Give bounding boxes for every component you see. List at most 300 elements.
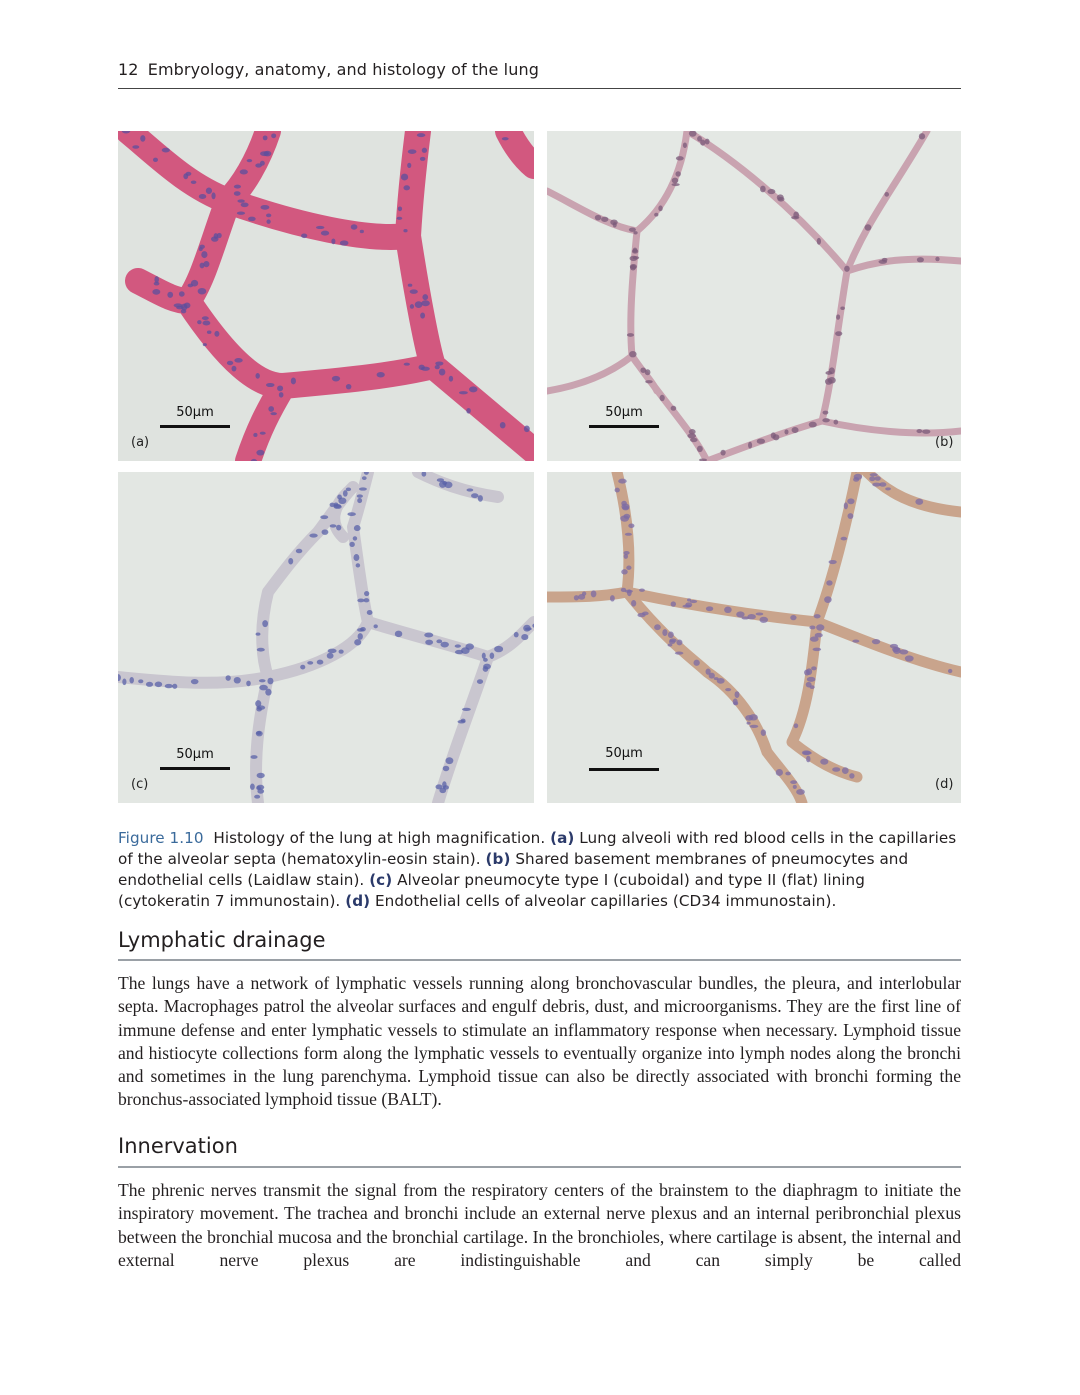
scale-bar-a	[160, 425, 230, 428]
micrograph-panel-d	[547, 472, 961, 803]
panel-letter-c: (c)	[131, 777, 149, 792]
cell-nucleus	[885, 487, 891, 490]
cell-nucleus	[806, 756, 810, 763]
cell-nucleus	[502, 137, 509, 140]
cell-nucleus	[642, 612, 649, 616]
cell-nucleus	[263, 135, 268, 140]
panel-letter-a: (a)	[131, 435, 150, 450]
cell-nucleus	[736, 611, 744, 617]
cell-nucleus	[165, 684, 173, 688]
cell-nucleus	[814, 614, 821, 618]
cell-nucleus	[919, 133, 925, 139]
cell-nucleus	[403, 185, 410, 190]
cell-nucleus	[191, 679, 199, 684]
cell-nucleus	[595, 215, 602, 221]
cell-nucleus	[844, 502, 848, 509]
cell-nucleus	[250, 755, 257, 759]
cell-nucleus	[122, 679, 126, 686]
cell-nucleus	[300, 665, 305, 670]
cell-nucleus	[152, 289, 160, 295]
cell-nucleus	[425, 640, 433, 645]
cell-nucleus	[211, 192, 215, 199]
caption-tag-d: (d)	[345, 892, 371, 910]
cell-nucleus	[662, 629, 667, 636]
cell-nucleus	[257, 705, 266, 710]
cell-nucleus	[615, 488, 620, 493]
cell-nucleus	[234, 185, 241, 189]
cell-nucleus	[672, 178, 679, 184]
cell-nucleus	[436, 639, 442, 643]
cell-nucleus	[398, 206, 402, 211]
cell-nucleus	[334, 503, 338, 507]
cell-nucleus	[748, 442, 752, 449]
cell-nucleus	[203, 343, 207, 346]
cell-nucleus	[671, 601, 676, 606]
cell-nucleus	[756, 612, 764, 615]
cell-nucleus	[834, 420, 839, 425]
caption-intro: Histology of the lung at high magnification.	[213, 829, 546, 847]
cell-nucleus	[523, 625, 531, 632]
cell-nucleus	[455, 644, 461, 647]
cell-nucleus	[234, 677, 241, 684]
cell-nucleus	[760, 186, 766, 193]
cell-nucleus	[191, 280, 198, 287]
caption-text-b: Shared basement membranes of pneumocytes and endothelial cells (Laidlaw stain).	[118, 850, 909, 889]
cell-nucleus	[320, 515, 328, 519]
cell-nucleus	[291, 378, 296, 385]
cell-nucleus	[733, 699, 738, 705]
cell-nucleus	[357, 599, 364, 603]
cell-nucleus	[835, 331, 842, 336]
cell-nucleus	[777, 194, 784, 200]
cell-nucleus	[776, 769, 783, 776]
cell-nucleus	[217, 233, 222, 238]
cell-nucleus	[668, 632, 674, 639]
cell-nucleus	[623, 514, 630, 519]
cell-nucleus	[601, 217, 608, 222]
cell-nucleus	[626, 566, 631, 570]
cell-nucleus	[618, 479, 626, 484]
cell-nucleus	[773, 434, 779, 440]
caption-tag-a: (a)	[550, 829, 575, 847]
cell-nucleus	[140, 135, 145, 142]
cell-nucleus	[591, 590, 597, 597]
cell-nucleus	[610, 595, 615, 601]
cell-nucleus	[700, 139, 705, 145]
cell-nucleus	[354, 639, 361, 645]
cell-nucleus	[266, 383, 275, 387]
scale-label-d: 50µm	[605, 746, 643, 761]
cell-nucleus	[785, 772, 791, 776]
cell-nucleus	[841, 537, 848, 541]
paragraph-innervation: The phrenic nerves transmit the signal from the respiratory centers of the brainstem to the diaphragm to initiate the inspiratory movement. The trachea and bronchi include an external nerve plexus and an internal peribronchial plexus between the bronchial mucosa and the bronchial cartilage. In the bronchioles, where cartilage is absent, the internal and external nerve plexus are indistinguishable and can simply be called	[118, 1180, 961, 1270]
cell-nucleus	[356, 563, 361, 567]
cell-nucleus	[357, 494, 363, 497]
cell-nucleus	[483, 658, 488, 662]
cell-nucleus	[724, 607, 732, 614]
cell-nucleus	[685, 602, 692, 607]
cell-nucleus	[206, 188, 212, 194]
cell-nucleus	[459, 391, 468, 394]
cell-nucleus	[439, 369, 446, 376]
cell-nucleus	[367, 610, 373, 615]
cell-nucleus	[658, 205, 662, 211]
cell-nucleus	[232, 366, 237, 372]
cell-nucleus	[750, 725, 759, 728]
cell-nucleus	[191, 181, 197, 184]
cell-nucleus	[817, 238, 821, 245]
cell-nucleus	[836, 314, 840, 319]
cell-nucleus	[331, 238, 335, 244]
cell-nucleus	[397, 217, 403, 220]
cell-nucleus	[254, 795, 260, 799]
scale-bar-d	[589, 768, 659, 771]
cell-nucleus	[809, 422, 817, 428]
cell-nucleus	[443, 766, 450, 771]
cell-nucleus	[790, 615, 796, 620]
cell-nucleus	[415, 301, 423, 308]
micrograph-panel-b	[547, 131, 961, 461]
cell-nucleus	[155, 681, 162, 687]
cell-nucleus	[825, 371, 832, 375]
micrograph-panel-a	[118, 131, 534, 461]
cell-nucleus	[521, 634, 528, 640]
cell-nucleus	[167, 292, 173, 298]
cell-nucleus	[419, 365, 425, 370]
cell-nucleus	[639, 588, 645, 591]
cell-nucleus	[357, 498, 362, 503]
section-rule-lymphatic	[118, 959, 961, 961]
cell-nucleus	[629, 227, 636, 231]
cell-nucleus	[884, 192, 889, 197]
cell-nucleus	[455, 650, 463, 654]
cell-nucleus	[351, 224, 358, 229]
cell-nucleus	[246, 681, 251, 687]
cell-nucleus	[421, 300, 430, 306]
cell-nucleus	[183, 173, 188, 179]
cell-nucleus	[625, 590, 633, 593]
cell-nucleus	[824, 596, 832, 603]
cell-nucleus	[260, 205, 269, 210]
cell-nucleus	[875, 476, 881, 481]
cell-nucleus	[449, 376, 453, 382]
cell-nucleus	[241, 203, 249, 208]
cell-nucleus	[240, 169, 248, 174]
cell-nucleus	[915, 499, 923, 505]
cell-nucleus	[404, 363, 410, 366]
scale-label-a: 50µm	[176, 405, 214, 420]
cell-nucleus	[810, 636, 819, 641]
cell-nucleus	[676, 156, 684, 160]
cell-nucleus	[840, 307, 845, 310]
cell-nucleus	[234, 358, 242, 363]
cell-nucleus	[424, 632, 433, 637]
cell-nucleus	[422, 294, 428, 300]
cell-nucleus	[417, 133, 425, 137]
cell-nucleus	[198, 288, 207, 295]
cell-nucleus	[176, 306, 184, 310]
cell-nucleus	[806, 682, 812, 688]
cell-nucleus	[197, 320, 201, 324]
cell-nucleus	[256, 786, 261, 790]
chapter-title: Embryology, anatomy, and histology of the lung	[147, 60, 539, 79]
cell-nucleus	[621, 503, 629, 509]
cell-nucleus	[759, 617, 768, 623]
cell-nucleus	[307, 661, 313, 664]
cell-nucleus	[514, 632, 519, 637]
cell-nucleus	[935, 257, 939, 262]
cell-nucleus	[343, 490, 348, 497]
cell-nucleus	[279, 392, 284, 397]
cell-nucleus	[264, 151, 272, 157]
cell-nucleus	[793, 211, 799, 218]
cell-nucleus	[625, 533, 632, 536]
scale-label-c: 50µm	[176, 747, 214, 762]
cell-nucleus	[627, 333, 634, 337]
cell-nucleus	[172, 684, 177, 689]
cell-nucleus	[234, 191, 241, 196]
cell-nucleus	[271, 133, 276, 138]
cell-nucleus	[203, 320, 211, 325]
cell-nucleus	[706, 606, 713, 611]
cell-nucleus	[410, 304, 414, 309]
cell-nucleus	[277, 385, 283, 391]
cell-nucleus	[524, 425, 530, 432]
cell-nucleus	[347, 512, 355, 516]
cell-nucleus	[328, 649, 337, 654]
cell-nucleus	[257, 648, 265, 652]
cell-nucleus	[796, 789, 805, 795]
cell-nucleus	[255, 373, 259, 379]
cell-nucleus	[162, 148, 170, 153]
cell-nucleus	[377, 372, 385, 377]
cell-nucleus	[260, 432, 266, 435]
cell-nucleus	[353, 536, 357, 540]
cell-nucleus	[259, 685, 268, 691]
cell-nucleus	[807, 677, 816, 682]
cell-nucleus	[693, 660, 699, 666]
cell-nucleus	[811, 666, 816, 670]
cell-nucleus	[309, 534, 317, 538]
figure-label: Figure 1.10	[118, 829, 204, 847]
cell-nucleus	[832, 767, 840, 771]
cell-nucleus	[582, 591, 586, 595]
cell-nucleus	[262, 620, 268, 627]
cell-nucleus	[360, 627, 366, 632]
cell-nucleus	[226, 675, 231, 681]
cell-nucleus	[360, 230, 364, 233]
cell-nucleus	[671, 406, 677, 411]
cell-nucleus	[340, 240, 349, 245]
cell-nucleus	[645, 380, 652, 383]
cell-nucleus	[354, 525, 361, 531]
cell-nucleus	[214, 331, 219, 337]
cell-nucleus	[207, 331, 212, 334]
cell-nucleus	[809, 625, 815, 629]
cell-nucleus	[146, 682, 153, 687]
caption-text-c: Alveolar pneumocyte type I (cuboidal) and type II (flat) lining (cytokeratin 7 immunostain).	[118, 871, 865, 910]
cell-nucleus	[420, 157, 426, 161]
cell-nucleus	[256, 633, 261, 636]
cell-nucleus	[672, 183, 680, 186]
cell-nucleus	[202, 316, 209, 320]
cell-nucleus	[633, 256, 640, 259]
section-heading-innervation: Innervation	[118, 1134, 238, 1158]
cell-nucleus	[683, 142, 687, 148]
cell-nucleus	[709, 673, 715, 679]
cell-nucleus	[374, 624, 378, 628]
cell-nucleus	[660, 395, 665, 401]
cell-nucleus	[725, 688, 731, 691]
cell-nucleus	[720, 450, 725, 456]
cell-nucleus	[288, 558, 293, 565]
cell-nucleus	[844, 266, 850, 272]
cell-nucleus	[346, 487, 351, 491]
cell-nucleus	[882, 258, 888, 262]
cell-nucleus	[610, 219, 617, 225]
cell-nucleus	[407, 163, 411, 168]
cell-nucleus	[668, 643, 673, 646]
cell-nucleus	[705, 139, 710, 145]
cell-nucleus	[483, 666, 489, 672]
cell-nucleus	[410, 289, 418, 293]
cell-nucleus	[435, 365, 440, 369]
cell-nucleus	[408, 284, 413, 287]
cell-nucleus	[401, 174, 408, 181]
cell-nucleus	[822, 418, 829, 422]
cell-nucleus	[633, 248, 638, 253]
cell-nucleus	[574, 595, 579, 600]
cell-nucleus	[676, 639, 682, 645]
cell-nucleus	[917, 257, 924, 262]
cell-nucleus	[820, 759, 828, 765]
cell-nucleus	[697, 446, 703, 452]
cell-nucleus	[200, 263, 205, 269]
cell-nucleus	[870, 473, 878, 476]
running-head	[118, 60, 961, 79]
header-rule	[118, 88, 961, 89]
cell-nucleus	[640, 367, 646, 372]
caption-tag-c: (c)	[369, 871, 393, 889]
cell-nucleus	[687, 598, 691, 601]
cell-nucleus	[687, 433, 696, 438]
cell-nucleus	[624, 554, 628, 559]
cell-nucleus	[422, 148, 427, 153]
cell-nucleus	[500, 422, 506, 428]
cell-nucleus	[266, 214, 271, 218]
panel-letter-d: (d)	[935, 777, 954, 792]
cell-nucleus	[247, 159, 252, 162]
cell-nucleus	[461, 719, 466, 723]
cell-nucleus	[250, 784, 255, 790]
cell-nucleus	[227, 361, 233, 365]
cell-nucleus	[469, 386, 477, 392]
cell-nucleus	[465, 643, 473, 649]
cell-nucleus	[336, 525, 341, 531]
cell-nucleus	[440, 642, 448, 648]
cell-nucleus	[847, 513, 853, 519]
cell-nucleus	[364, 591, 369, 596]
cell-nucleus	[767, 189, 775, 194]
section-heading-lymphatic-drainage: Lymphatic drainage	[118, 928, 326, 952]
cell-nucleus	[322, 529, 329, 535]
cell-nucleus	[321, 231, 329, 236]
cell-nucleus	[317, 660, 324, 665]
cell-nucleus	[332, 376, 340, 382]
cell-nucleus	[794, 723, 799, 728]
cell-nucleus	[869, 476, 875, 481]
cell-nucleus	[790, 780, 797, 784]
cell-nucleus	[129, 677, 133, 683]
cell-nucleus	[629, 351, 637, 357]
cell-nucleus	[253, 433, 257, 437]
cell-nucleus	[338, 497, 346, 504]
paragraph-lymphatic-drainage: The lungs have a network of lymphatic vessels running along bronchovascular bundles, the pleura, and interlobular septa. Macrophages patrol the alveolar surfaces and engulf debris, dust, and microorganisms. They are the first line of immune defense and enter lymphatic vessels to stimulate an inflammatory response when necessary. Lymphoid tissue and histiocyte collections form along the lymphatic vessels to eventually organize into lymph nodes along the bronchi and sometimes in the lung parenchyma. Lymphoid tissue can also be directly associated with bronchi forming the bronchus-associated lymphoid tissue (BALT).	[118, 973, 961, 1110]
cell-nucleus	[675, 171, 680, 176]
cell-nucleus	[446, 757, 454, 764]
scale-bar-c	[160, 767, 230, 770]
cell-nucleus	[259, 679, 266, 682]
cell-nucleus	[893, 647, 901, 654]
cell-nucleus	[630, 265, 636, 271]
cell-nucleus	[256, 450, 264, 456]
cell-nucleus	[349, 542, 354, 547]
cell-nucleus	[256, 731, 263, 737]
cell-nucleus	[362, 476, 367, 480]
cell-nucleus	[749, 714, 758, 720]
cell-nucleus	[435, 784, 442, 789]
cell-nucleus	[829, 560, 837, 564]
cell-nucleus	[316, 226, 324, 229]
cell-nucleus	[669, 638, 676, 642]
cell-nucleus	[330, 524, 337, 527]
cell-nucleus	[353, 554, 359, 561]
cell-nucleus	[132, 145, 139, 149]
cell-nucleus	[346, 384, 352, 389]
cell-nucleus	[747, 722, 751, 725]
cell-nucleus	[494, 646, 503, 652]
cell-nucleus	[339, 649, 344, 653]
cell-nucleus	[802, 750, 811, 755]
cell-nucleus	[853, 477, 859, 482]
cell-nucleus	[825, 378, 832, 385]
cell-nucleus	[804, 669, 810, 675]
cell-nucleus	[201, 251, 207, 258]
cell-nucleus	[471, 493, 479, 498]
cell-nucleus	[690, 438, 697, 442]
cell-nucleus	[823, 411, 829, 415]
cell-nucleus	[792, 427, 799, 433]
cell-nucleus	[735, 691, 740, 698]
cell-nucleus	[872, 483, 881, 487]
cell-nucleus	[714, 677, 719, 680]
cell-nucleus	[872, 639, 880, 644]
cell-nucleus	[237, 211, 245, 214]
cell-nucleus	[922, 429, 930, 434]
cell-nucleus	[462, 708, 471, 711]
section-rule-innervation	[118, 1166, 961, 1168]
cell-nucleus	[816, 624, 824, 630]
cell-nucleus	[257, 773, 265, 779]
cell-nucleus	[490, 653, 495, 659]
cell-nucleus	[466, 408, 471, 414]
cell-nucleus	[435, 361, 443, 365]
cell-nucleus	[784, 429, 788, 434]
cell-nucleus	[138, 679, 143, 683]
cell-nucleus	[255, 163, 262, 167]
caption-text-d: Endothelial cells of alveolar capillaries (CD34 immunostain).	[375, 892, 837, 910]
cell-nucleus	[420, 312, 425, 318]
